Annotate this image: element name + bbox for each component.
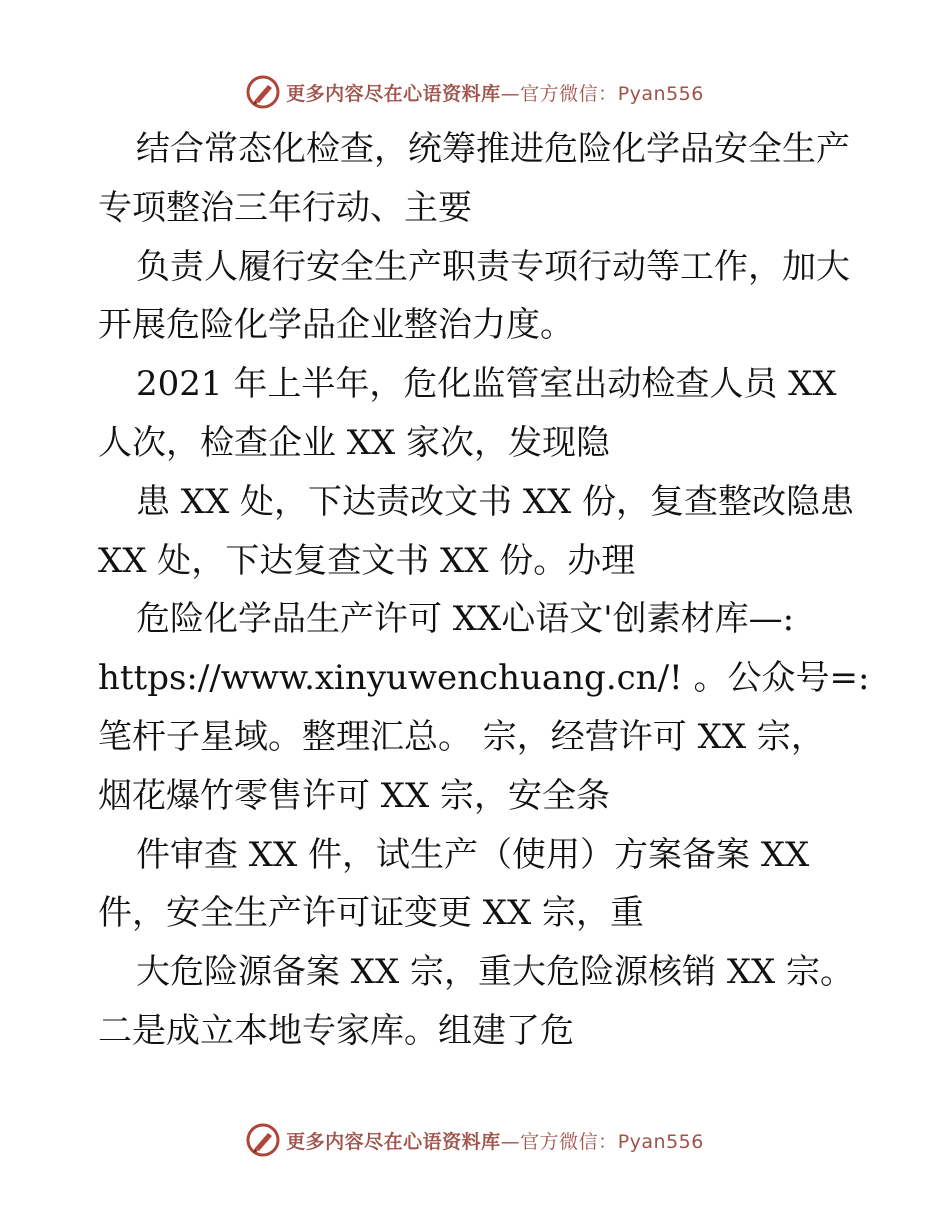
text-line-4: 开展危险化学品企业整治力度。 — [98, 305, 574, 346]
watermark-brand: 更多内容尽在心语资料库 — [286, 82, 501, 105]
header-watermark — [0, 72, 950, 112]
pen-logo-icon — [246, 1123, 280, 1157]
watermark-wechat-id: Pyan556 — [617, 82, 704, 105]
document-body — [98, 120, 868, 1061]
watermark-wechat-label: 官方微信： — [520, 82, 618, 105]
watermark-dash: — — [500, 1130, 521, 1153]
footer-watermark — [0, 1120, 950, 1160]
watermark-text — [286, 79, 704, 106]
watermark-wechat-label: 官方微信： — [520, 1130, 618, 1153]
text-line-6: 人次，检查企业 XX 家次，发现隐 — [98, 422, 611, 463]
text-line-15: 大危险源备案 XX 宗，重大危险源核销 XX 宗。 — [136, 952, 855, 993]
watermark-text — [286, 1127, 704, 1154]
text-line-3: 负责人履行安全生产职责专项行动等工作，加大 — [136, 246, 850, 287]
watermark-wechat-id: Pyan556 — [617, 1130, 704, 1153]
text-line-2: 专项整治三年行动、主要 — [98, 187, 472, 228]
pen-logo-icon — [246, 75, 280, 109]
text-line-10: https://www.xinyuwenchuang.cn/! 。公众号=: — [98, 658, 870, 699]
text-line-5: 2021 年上半年，危化监管室出动检查人员 XX — [136, 364, 837, 405]
text-line-11: 笔杆子星域。整理汇总。 宗，经营许可 XX 宗， — [98, 716, 825, 757]
text-line-16: 二是成立本地专家库。组建了危 — [98, 1010, 574, 1051]
text-line-7: 患 XX 处，下达责改文书 XX 份，复查整改隐患 — [136, 481, 855, 522]
watermark-dash: — — [500, 82, 521, 105]
text-line-13: 件审查 XX 件，试生产（使用）方案备案 XX — [136, 834, 810, 875]
text-line-14: 件，安全生产许可证变更 XX 宗，重 — [98, 893, 645, 934]
text-line-12: 烟花爆竹零售许可 XX 宗，安全条 — [98, 775, 611, 816]
watermark-brand: 更多内容尽在心语资料库 — [286, 1130, 501, 1153]
text-line-1: 结合常态化检查，统筹推进危险化学品安全生产 — [136, 129, 850, 169]
text-line-8: XX 处，下达复查文书 XX 份。办理 — [98, 540, 636, 581]
text-line-9: 危险化学品生产许可 XX心语文'创素材库—: — [136, 599, 795, 640]
